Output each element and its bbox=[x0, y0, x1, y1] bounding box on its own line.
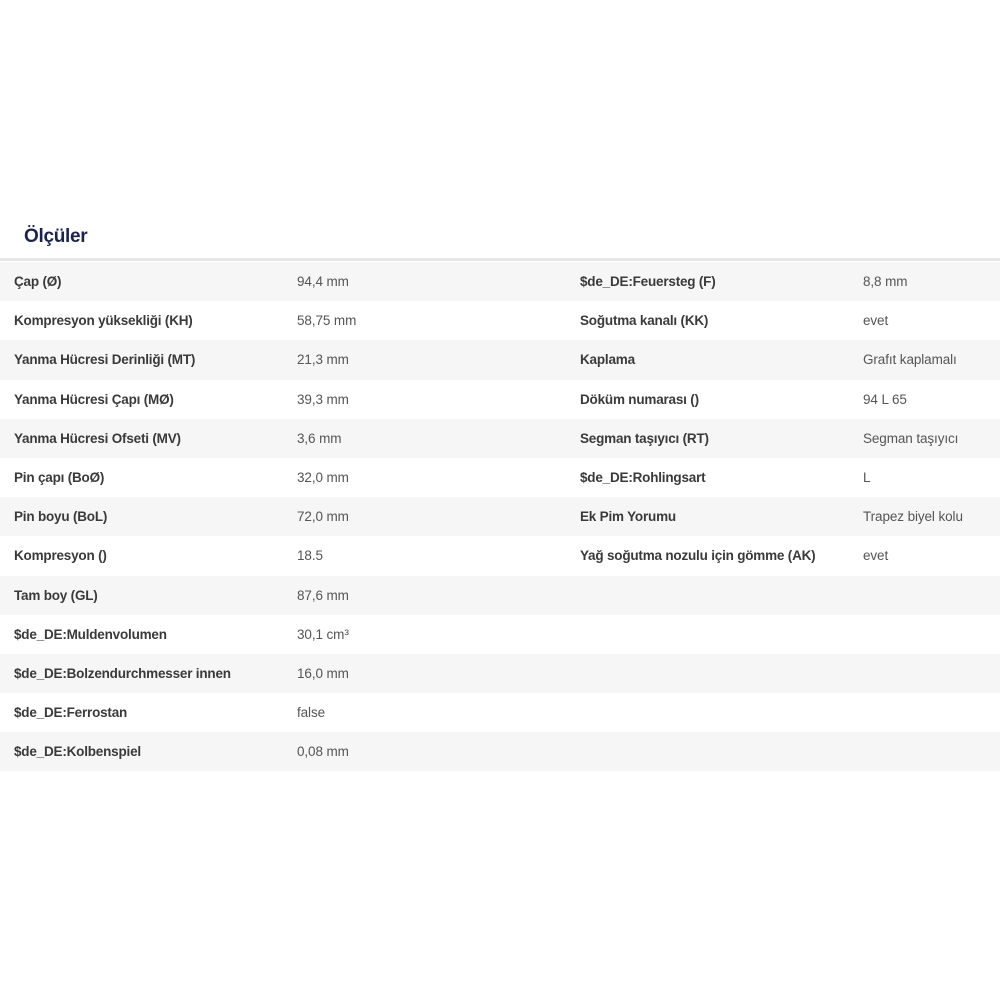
spec-label: Segman taşıyıcı (RT) bbox=[580, 430, 709, 446]
spec-value: 72,0 mm bbox=[297, 509, 349, 525]
spec-row bbox=[0, 262, 1000, 301]
spec-row bbox=[0, 732, 1000, 771]
title-divider bbox=[0, 258, 1000, 261]
spec-label: Yağ soğutma nozulu için gömme (AK) bbox=[580, 548, 816, 564]
spec-value: 58,75 mm bbox=[297, 313, 357, 329]
spec-value: false bbox=[297, 705, 326, 721]
spec-label: $de_DE:Bolzendurchmesser innen bbox=[14, 665, 231, 681]
spec-value: 3,6 mm bbox=[297, 430, 342, 446]
spec-row bbox=[0, 497, 1000, 536]
spec-label: Ek Pim Yorumu bbox=[580, 509, 676, 525]
spec-value: 32,0 mm bbox=[297, 470, 349, 486]
spec-value: 18.5 bbox=[297, 548, 323, 564]
spec-label: $de_DE:Rohlingsart bbox=[580, 470, 706, 486]
spec-value: 30,1 cm³ bbox=[297, 626, 349, 642]
spec-label: Kompresyon yüksekliği (KH) bbox=[14, 313, 193, 329]
spec-value: 94 L 65 bbox=[863, 391, 907, 407]
spec-label: Tam boy (GL) bbox=[14, 587, 98, 603]
spec-label: Çap (Ø) bbox=[14, 274, 62, 290]
spec-value: 39,3 mm bbox=[297, 391, 349, 407]
spec-value: 87,6 mm bbox=[297, 587, 349, 603]
spec-row bbox=[0, 615, 1000, 654]
spec-label: Kompresyon () bbox=[14, 548, 107, 564]
spec-value: 0,08 mm bbox=[297, 744, 349, 760]
spec-value: evet bbox=[863, 548, 889, 564]
spec-value: 8,8 mm bbox=[863, 274, 908, 290]
spec-row bbox=[0, 380, 1000, 419]
spec-label: Soğutma kanalı (KK) bbox=[580, 313, 709, 329]
spec-label: Yanma Hücresi Çapı (MØ) bbox=[14, 391, 174, 407]
spec-value: Grafıt kaplamalı bbox=[863, 352, 957, 368]
spec-row bbox=[0, 576, 1000, 615]
spec-value: Segman taşıyıcı bbox=[863, 430, 959, 446]
spec-label: $de_DE:Muldenvolumen bbox=[14, 626, 167, 642]
spec-label: Döküm numarası () bbox=[580, 391, 699, 407]
spec-row bbox=[0, 419, 1000, 458]
spec-row bbox=[0, 693, 1000, 732]
spec-label: $de_DE:Feuersteg (F) bbox=[580, 274, 716, 290]
spec-value: L bbox=[863, 470, 871, 486]
spec-row bbox=[0, 301, 1000, 340]
spec-label: Pin çapı (BoØ) bbox=[14, 470, 105, 486]
spec-value: Trapez biyel kolu bbox=[863, 509, 963, 525]
spec-row bbox=[0, 654, 1000, 693]
spec-value: 94,4 mm bbox=[297, 274, 349, 290]
spec-label: Pin boyu (BoL) bbox=[14, 509, 108, 525]
spec-label: $de_DE:Kolbenspiel bbox=[14, 744, 141, 760]
section-title: Ölçüler bbox=[24, 226, 88, 247]
spec-row bbox=[0, 536, 1000, 575]
spec-value: evet bbox=[863, 313, 889, 329]
spec-label: Kaplama bbox=[580, 352, 635, 368]
spec-row bbox=[0, 340, 1000, 379]
spec-label: Yanma Hücresi Ofseti (MV) bbox=[14, 430, 181, 446]
spec-value: 16,0 mm bbox=[297, 665, 349, 681]
spec-label: $de_DE:Ferrostan bbox=[14, 705, 128, 721]
spec-table bbox=[0, 262, 1000, 771]
spec-row bbox=[0, 458, 1000, 497]
spec-label: Yanma Hücresi Derinliği (MT) bbox=[14, 352, 196, 368]
spec-value: 21,3 mm bbox=[297, 352, 349, 368]
